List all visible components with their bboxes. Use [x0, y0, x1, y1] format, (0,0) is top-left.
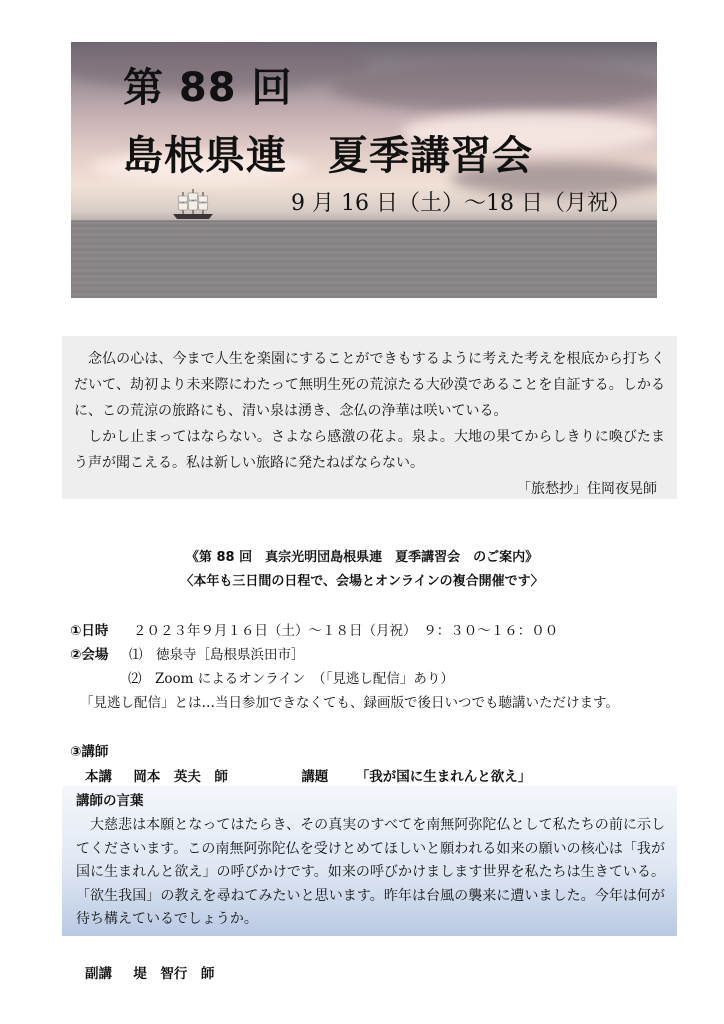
missed-stream-note: 「見逃し配信」とは…当日参加できなくても、録画版で後日いつでも聴講いただけます。 [80, 695, 619, 711]
venue-label: ②会場 [70, 647, 109, 663]
horizon [71, 220, 657, 222]
quote-source: 「旅愁抄」住岡夜晃師 [517, 481, 657, 497]
header-banner [71, 42, 657, 298]
quote-paragraph-2: しかし止まってはならない。さよなら感激の花よ。泉よ。大地の果てからしきりに喚びたまう声が聞こえる。私は新しい旅路に発たねばならない。 [74, 429, 665, 471]
schedule-date-row [70, 619, 558, 639]
main-lecturer-row [85, 765, 531, 785]
cloud [331, 62, 657, 112]
lecturer-section-label: ③講師 [70, 744, 109, 760]
main-lecturer-name: 岡本 英夫 師 [133, 769, 228, 785]
sub-lecturer-row [85, 962, 214, 982]
event-main-title: 島根県連 夏季講習会 [123, 133, 533, 179]
main-lecturer-role: 本講 [85, 769, 112, 785]
event-number-title: 第 88 回 [123, 65, 293, 111]
lecturer-words-title: 講師の言葉 [76, 793, 144, 809]
event-dates: 9 月 16 日（土）～18 日（月祝） [291, 191, 631, 216]
quote-paragraph-1: 念仏の心は、今まで人生を楽園にすることができもするように考えた考えを根底から打ちくだいて、劫初より未来際にわたって無明生死の荒涼たる大砂漠であることを自証する。しかるに、この荒涼の旅路にも、清い泉は湧き、念仏の浄華は咲いている。 [74, 351, 665, 419]
venue-2: ⑵ Zoom によるオンライン （「見逃し配信」あり） [128, 671, 454, 687]
date-value: ２０２３年９月１６日（土）～１８日（月祝） ９：３０～１６：００ [133, 623, 559, 639]
announcement-subtitle: 〈本年も三日間の日程で、会場とオンラインの複合開催です〉 [180, 574, 544, 589]
lecture-topic: 「我が国に生まれんと欲え」 [355, 769, 532, 785]
sea [71, 221, 657, 298]
sub-lecturer-role: 副講 [85, 966, 112, 982]
lecturer-words-box [62, 786, 677, 936]
lecturer-words-text: 大慈悲は本願となってはたらき、その真実のすべてを南無阿弥陀仏として私たちの前に示してくださいます。この南無阿弥陀仏を受けとめてほしいと願われる如来の願いの核心は「我が国に生まれんと欲え」の呼びかけです。如来の呼びかけまします世界を私たちは生きている。「欲生我国」の教えを尋ねてみたいと思います。昨年は台風の襲来に遭いました。今年は何が待ち構えているでしょうか。 [76, 817, 665, 927]
announcement-title: 《第 88 回 真宗光明団島根県連 夏季講習会 のご案内》 [185, 550, 539, 565]
quote-box [62, 336, 677, 499]
topic-label: 講題 [301, 769, 329, 785]
sub-lecturer-name: 堤 智行 師 [133, 966, 215, 982]
venue-1: ⑴ 徳泉寺［島根県浜田市］ [129, 647, 305, 663]
sailing-ship-icon [169, 188, 217, 222]
date-label: ①日時 [70, 623, 109, 639]
schedule-venue-row [70, 643, 305, 663]
